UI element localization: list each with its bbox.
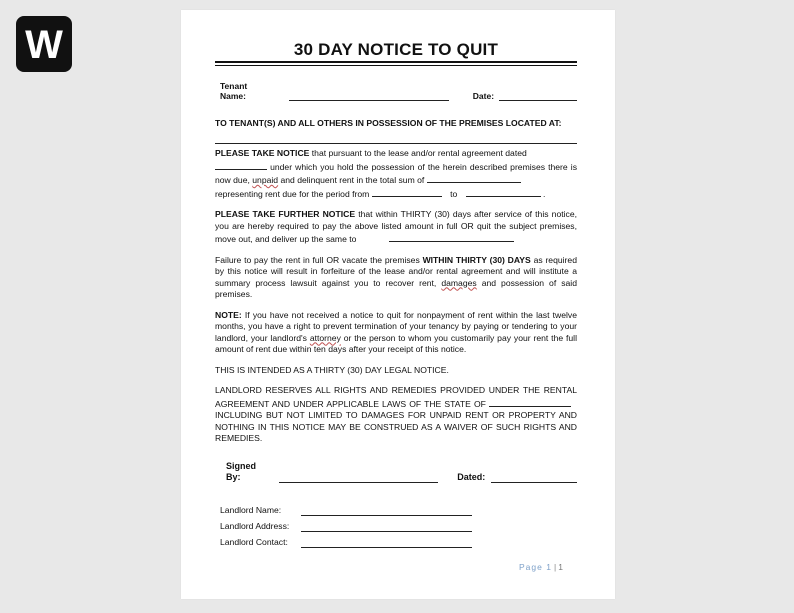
landlord-contact-label: Landlord Contact: xyxy=(220,536,288,547)
note-lead: NOTE: xyxy=(215,309,242,320)
dated-label: Dated: xyxy=(457,471,486,482)
page-separator: | xyxy=(553,562,557,572)
further-notice-lead: PLEASE TAKE FURTHER NOTICE xyxy=(215,209,356,219)
failure-text: Failure to pay the rent in full OR vacate the premises xyxy=(215,254,423,265)
title-rule-top xyxy=(215,61,577,63)
failure-text: and possession of said premises. xyxy=(215,277,577,299)
reserves-text: LANDLORD RESERVES ALL RIGHTS AND REMEDIES PROVIDED UNDER THE RENTAL AGREEMENT AND UNDER APPLICABLE LAWS OF THE STATE OF xyxy=(215,385,577,409)
notice-text: to xyxy=(447,188,460,199)
reserves-text: INCLUDING BUT NOT LIMITED TO DAMAGES FOR UNPAID RENT OR PROPERTY AND NOTHING IN THIS NOTICE MAY BE CONSTRUED AS A WAIVER OF SUCH RIGHTS AND REMEDIES. xyxy=(215,410,577,443)
page-word: Page xyxy=(519,562,543,572)
document-title: 30 DAY NOTICE TO QUIT xyxy=(293,40,499,59)
date-field[interactable] xyxy=(499,91,577,101)
landlord-address-row xyxy=(215,516,577,532)
signed-by-label: Signed By: xyxy=(226,460,257,482)
word-logo-letter: W xyxy=(25,23,63,67)
signature-row xyxy=(215,461,577,483)
document-page xyxy=(181,10,615,599)
damages-word: damages xyxy=(441,277,477,288)
further-notice-text: that within THIRTY (30) days after service of this notice, you are hereby required to pay the above listed amount in full OR quit the subject premises, move out, and deliver up the same to xyxy=(215,209,577,244)
deliver-to-field[interactable] xyxy=(389,232,514,242)
legal-notice-line: THIS IS INTENDED AS A THIRTY (30) DAY LEGAL NOTICE. xyxy=(215,364,449,375)
attorney-word: attorney xyxy=(309,332,341,343)
lease-date-field[interactable] xyxy=(215,160,267,170)
notice-lead: PLEASE TAKE NOTICE xyxy=(215,148,310,158)
failure-bold: WITHIN THIRTY (30) DAYS xyxy=(422,254,531,265)
state-field[interactable] xyxy=(489,397,571,407)
reserves-paragraph xyxy=(215,385,577,445)
tenant-name-field[interactable] xyxy=(289,91,449,101)
notice-text: under which you hold the possession of the herein described premises there is now due, xyxy=(215,161,577,185)
notice-text: representing rent due for the period from xyxy=(215,188,372,199)
notice-text: and delinquent rent in the total sum of xyxy=(278,175,427,185)
date-label: Date: xyxy=(472,91,495,101)
tenant-name-label: Tenant Name: xyxy=(220,81,248,101)
page-total: 1 xyxy=(558,562,563,572)
further-notice-paragraph xyxy=(215,209,577,246)
word-app-icon[interactable] xyxy=(16,16,72,72)
landlord-info xyxy=(215,500,577,548)
note-text: or the person to whom you customarily pay your rent the full amount of rent due within ten days after your receipt of this notice. xyxy=(215,332,577,354)
landlord-contact-row xyxy=(215,532,577,548)
landlord-name-field[interactable] xyxy=(301,506,472,516)
note-paragraph xyxy=(215,310,577,356)
notice-text: . xyxy=(540,188,546,199)
notice-text: that pursuant to the lease and/or rental agreement dated xyxy=(309,148,527,158)
dated-field[interactable] xyxy=(491,473,577,483)
landlord-name-row xyxy=(215,500,577,516)
unpaid-word: unpaid xyxy=(252,175,279,185)
period-from-field[interactable] xyxy=(372,187,442,197)
landlord-address-label: Landlord Address: xyxy=(220,520,290,531)
page-number xyxy=(519,562,563,572)
to-tenants-heading: TO TENANT(S) AND ALL OTHERS IN POSSESSION OF THE PREMISES LOCATED AT: xyxy=(215,118,562,128)
document-body xyxy=(215,40,577,548)
landlord-name-label: Landlord Name: xyxy=(220,504,282,515)
note-text: If you have not received a notice to quit for nonpayment of rent within the last twelve months, you have a right to prevent termination of your tenancy by paying or tendering to your landlord, your landlord's xyxy=(215,309,577,343)
signed-by-field[interactable] xyxy=(279,473,438,483)
page-current: 1 xyxy=(546,562,552,572)
tenant-line xyxy=(215,81,577,101)
landlord-contact-field[interactable] xyxy=(301,538,472,548)
landlord-address-field[interactable] xyxy=(301,522,472,532)
title-rule-bottom xyxy=(215,65,577,66)
notice-paragraph xyxy=(215,148,577,200)
failure-paragraph xyxy=(215,255,577,301)
period-to-field[interactable] xyxy=(466,187,541,197)
premises-address-field[interactable] xyxy=(215,143,577,144)
failure-text: as required by this notice will result in forfeiture of the lease and/or rental agreement and will institute a summary process lawsuit against you to recover rent, xyxy=(215,254,577,288)
rent-sum-field[interactable] xyxy=(427,173,521,183)
